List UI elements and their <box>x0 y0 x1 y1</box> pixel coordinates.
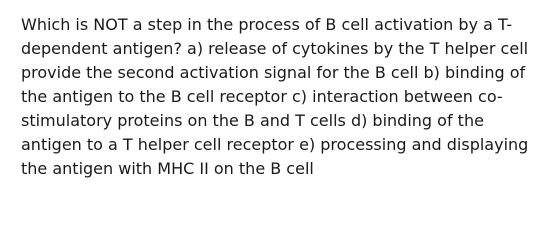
question-line: provide the second activation signal for the B cell b) binding of <box>21 63 526 82</box>
question-line: stimulatory proteins on the B and T cells d) binding of the <box>21 111 484 130</box>
question-line: the antigen to the B cell receptor c) interaction between co- <box>21 87 503 106</box>
question-line: the antigen with MHC II on the B cell <box>21 159 314 178</box>
question-line: dependent antigen? a) release of cytokines by the T helper cell <box>21 39 529 58</box>
question-line: Which is NOT a step in the process of B cell activation by a T- <box>21 15 513 34</box>
question-text <box>21 13 545 181</box>
question-line: antigen to a T helper cell receptor e) processing and displaying <box>21 135 529 154</box>
